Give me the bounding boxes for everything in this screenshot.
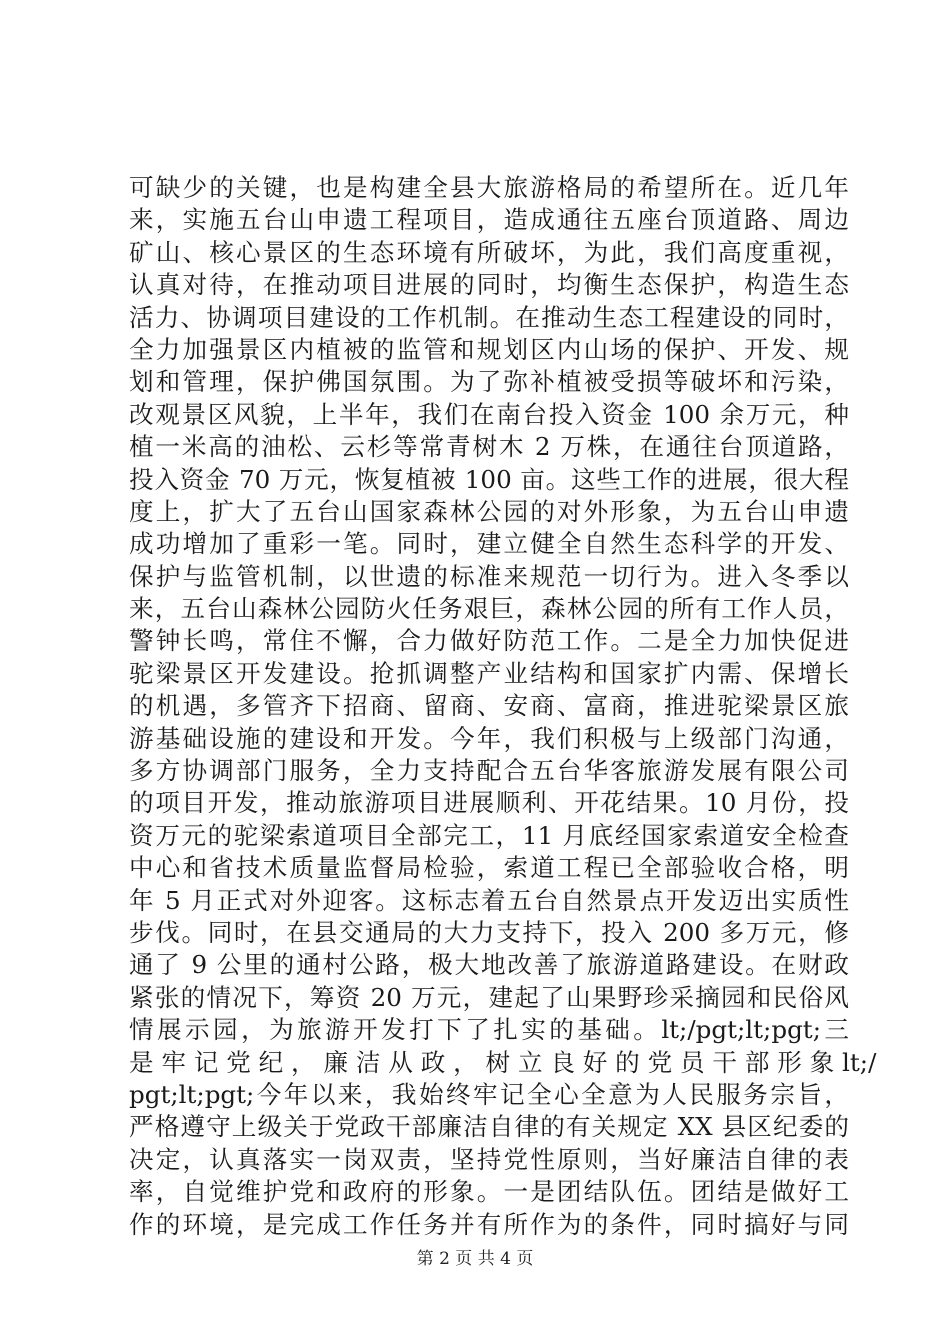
text-line: 保护与监管机制，以世遗的标准来规范一切行为。进入冬季以: [129, 561, 849, 591]
text-line: 警钟长鸣，常住不懈，合力做好防范工作。二是全力加快促进: [129, 626, 849, 656]
text-line: 情展示园，为旅游开发打下了扎实的基础。lt;/pgt;lt;pgt;三: [129, 1015, 849, 1045]
text-line: 全力加强景区内植被的监管和规划区内山场的保护、开发、规: [129, 334, 849, 364]
text-line: 多方协调部门服务，全力支持配合五台华客旅游发展有限公司: [129, 756, 849, 786]
text-line: 活力、协调项目建设的工作机制。在推动生态工程建设的同时，: [129, 302, 849, 332]
text-line: 认真对待，在推动项目进展的同时，均衡生态保护，构造生态: [129, 270, 849, 300]
text-line: 步伐。同时，在县交通局的大力支持下，投入 200 多万元，修: [129, 917, 849, 947]
text-line: 中心和省技术质量监督局检验，索道工程已全部验收合格，明: [129, 853, 849, 883]
text-line: 严格遵守上级关于党政干部廉洁自律的有关规定 XX 县区纪委的: [129, 1112, 849, 1142]
text-line: 作的环境，是完成工作任务并有所作为的条件，同时搞好与同: [129, 1209, 849, 1239]
text-line: 率，自觉维护党和政府的形象。一是团结队伍。团结是做好工: [129, 1177, 849, 1207]
text-line: 来，五台山森林公园防火任务艰巨，森林公园的所有工作人员，: [129, 594, 849, 624]
page-number-footer: 第 2 页 共 4 页: [416, 1249, 534, 1269]
text-line: 的项目开发，推动旅游项目进展顺利、开花结果。10 月份，投: [129, 788, 849, 818]
text-line: 划和管理，保护佛国氛围。为了弥补植被受损等破坏和污染，: [129, 367, 849, 397]
text-line: 植一米高的油松、云杉等常青树木 2 万株，在通往台顶道路，: [129, 432, 849, 462]
text-line: 年 5 月正式对外迎客。这标志着五台自然景点开发迈出实质性: [129, 885, 849, 915]
text-line: 来，实施五台山申遗工程项目，造成通往五座台顶道路、周边: [129, 205, 849, 235]
text-line: 是 牢 记 党 纪 ， 廉 洁 从 政 ， 树 立 良 好 的 党 员 干 部 形 象 lt;/: [129, 1047, 877, 1077]
text-line: 投入资金 70 万元，恢复植被 100 亩。这些工作的进展，很大程: [129, 464, 849, 494]
text-line: 紧张的情况下，筹资 20 万元，建起了山果野珍采摘园和民俗风: [129, 982, 849, 1012]
text-line: 驼梁景区开发建设。抢抓调整产业结构和国家扩内需、保增长: [129, 658, 849, 688]
text-line: 通了 9 公里的通村公路，极大地改善了旅游道路建设。在财政: [129, 950, 849, 980]
text-line: 游基础设施的建设和开发。今年，我们积极与上级部门沟通，: [129, 723, 849, 753]
text-line: pgt;lt;pgt;今年以来，我始终牢记全心全意为人民服务宗旨，: [129, 1079, 849, 1109]
text-line: 改观景区风貌，上半年，我们在南台投入资金 100 余万元，种: [129, 399, 849, 429]
body-text: [129, 172, 877, 1241]
text-line: 资万元的驼梁索道项目全部完工，11 月底经国家索道安全检查: [129, 820, 849, 850]
text-line: 度上，扩大了五台山国家森林公园的对外形象，为五台山申遗: [129, 496, 849, 526]
text-line: 可缺少的关键，也是构建全县大旅游格局的希望所在。近几年: [129, 173, 849, 202]
text-line: 的机遇，多管齐下招商、留商、安商、富商，推进驼梁景区旅: [129, 691, 849, 721]
text-line: 成功增加了重彩一笔。同时，建立健全自然生态科学的开发、: [129, 529, 849, 559]
text-line: 决定，认真落实一岗双责，坚持党性原则，当好廉洁自律的表: [129, 1144, 849, 1174]
text-line: 矿山、核心景区的生态环境有所破坏，为此，我们高度重视，: [129, 237, 849, 267]
